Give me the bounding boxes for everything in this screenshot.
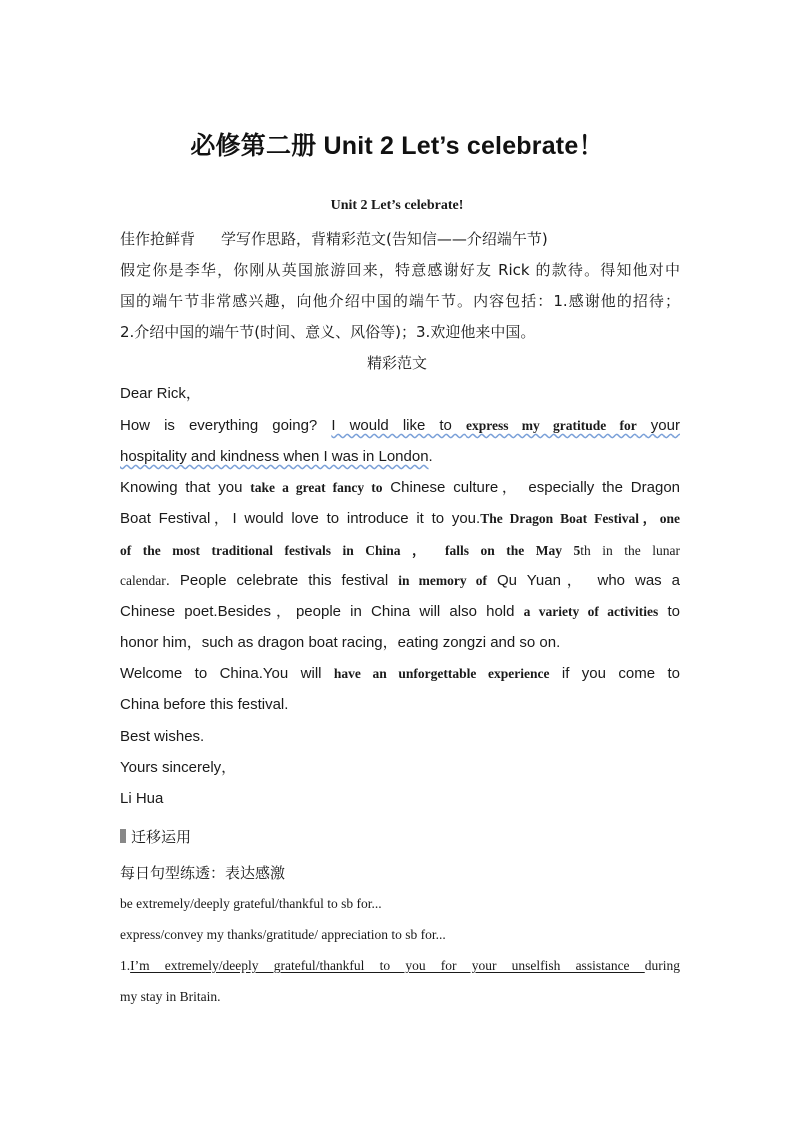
unit-subtitle: Unit 2 Let’s celebrate! (330, 198, 464, 213)
p2-text-c: Chinese culture， especially the Dragon (382, 479, 681, 496)
pattern-line-2: express/convey my thanks/gratitude/ appreciation to sb for... (120, 927, 446, 942)
prompt-line-2: 国的端午节非常感兴趣，向他介绍中国的端午节。内容包括：1.感谢他的招待； (120, 292, 680, 310)
p1-text-f: . (428, 448, 433, 465)
p1-phrase-gratitude: express my gratitude for (465, 418, 637, 433)
section-marker-icon (120, 829, 126, 843)
p2-text-l: Chinese poet.Besides，people in China will also hold (120, 603, 524, 620)
p2-text-h: calendar (120, 573, 166, 588)
letter-p2-line1 (120, 477, 680, 499)
intro-label: 佳作抢鲜背 (120, 230, 196, 248)
p2-text-a: Knowing that you (120, 479, 251, 496)
letter-p3-line1 (120, 663, 680, 685)
p2-phrase-variety: a variety of activities (523, 604, 659, 619)
daily-pattern-title: 每日句型练透：表达感激 (120, 864, 286, 882)
intro-task: 学写作思路，背精彩范文(告知信——介绍端午节) (221, 230, 548, 248)
letter-p1-line1 (120, 415, 680, 437)
letter-p2-line6: honor him，such as dragon boat racing，eating zongzi and so on. (120, 634, 561, 651)
p2-text-i: . People celebrate this festival (165, 572, 399, 589)
exercise-1-line1 (120, 955, 680, 977)
exercise-1-answer: I’m extremely/deeply grateful/thankful to you for your unselfish assistance (130, 958, 645, 973)
letter-closing-2: Yours sincerely， (120, 759, 237, 776)
page-title: 必修第二册 Unit 2 Let’s celebrate！ (190, 132, 604, 160)
p2-phrase-traditional: of the most traditional festivals in China ， falls on the May 5 (120, 543, 581, 558)
letter-p2-line5 (120, 601, 680, 623)
p3-phrase-experience: have an unforgettable experience (333, 666, 550, 681)
letter-salutation: Dear Rick， (120, 385, 201, 402)
exercise-1-text: during (644, 958, 680, 973)
prompt-line-3: 2.介绍中国的端午节(时间、意义、风俗等)；3.欢迎他来中国。 (120, 323, 536, 341)
essay-heading: 精彩范文 (366, 354, 427, 372)
exercise-1-line2: my stay in Britain. (120, 989, 221, 1004)
prompt-line-1: 假定你是李华，你刚从英国旅游回来，特意感谢好友 Rick 的款待。得知他对中 (120, 261, 680, 279)
p1-text-d: your (636, 417, 680, 434)
p2-phrase-fancy: take a great fancy to (250, 480, 383, 495)
letter-p2-line4 (120, 570, 680, 592)
section-title: 迁移运用 (131, 828, 192, 846)
exercise-1-number: 1. (120, 958, 131, 973)
section-heading (120, 826, 680, 848)
p2-text-g: th in the lunar (580, 543, 680, 558)
letter-p3-line2: China before this festival. (120, 696, 289, 713)
letter-signature: Li Hua (120, 790, 164, 807)
p2-text-n: to (658, 603, 680, 620)
p3-text-c: if you come to (549, 665, 680, 682)
letter-p2-line2 (120, 508, 680, 530)
letter-closing-1: Best wishes. (120, 728, 205, 745)
p2-phrase-memory: in memory of (398, 573, 488, 588)
p1-text-e: hospitality and kindness when I was in London (120, 448, 429, 465)
pattern-line-1: be extremely/deeply grateful/thankful to sb for... (120, 896, 382, 911)
p2-phrase-festival: The Dragon Boat Festival，one (480, 511, 680, 526)
p2-text-d: Boat Festival，I would love to introduce it to you. (120, 510, 481, 527)
p1-text-b: I would like to (331, 417, 466, 434)
p3-text-a: Welcome to China.You will (120, 665, 334, 682)
p1-text-a: How is everything going? (120, 417, 332, 434)
p2-text-k: Qu Yuan， who was a (487, 572, 680, 589)
letter-p2-line3 (120, 539, 680, 562)
intro-line (120, 228, 680, 250)
letter-p1-line2 (120, 446, 680, 468)
